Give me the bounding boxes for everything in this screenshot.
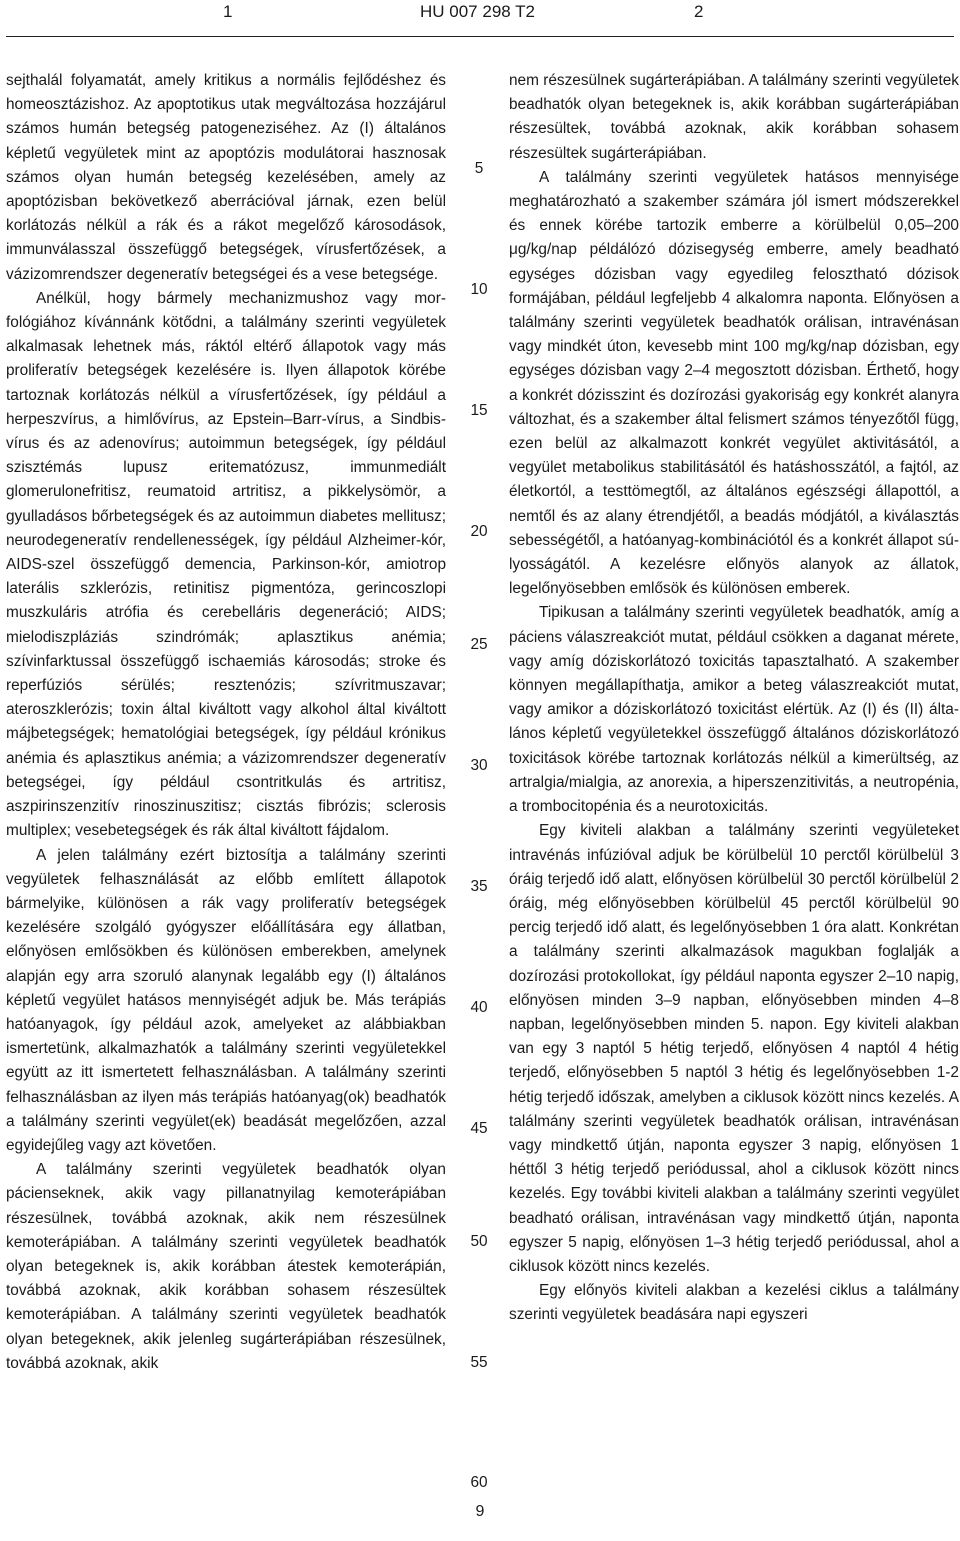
line-number: 50 (470, 1233, 488, 1250)
left-page-number: 1 (223, 2, 233, 21)
left-paragraph-1: sejthalál folyamatát, amely kritikus a normális fejlődéshez és homeosztázishoz. Az apoptotikus utak megváltozása hozzájárul számos humán betegség patogeneziséhez. Az (I) általános képletű vegyületek mint az apoptózis modulátorai hasznosak számos olyan humán betegség kezelésében, amely az apoptózisban bekövetkező aberrációval járnak, ezen belül korlátozás nélkül a rák és a rákot megelőző károsodások, immunválasszal összefüggő betegségek, vírusfertőzések, a vázizomrendszer degeneratív betegségei és a vese betegsége. (6, 72, 446, 283)
left-column (6, 69, 446, 1376)
line-number: 25 (470, 636, 488, 653)
left-paragraph-4: A találmány szerinti vegyületek beadhatók olyan pácienseknek, akik vagy pillanatnyilag kemoterápiában részesülnek, továbbá azoknak, akik nem részesülnek kemoterápiában. A találmány szerinti vegyületek beadhatók olyan betegeknek is, akik korábban átestek kemoterápián, továbbá azoknak, akik korábban sohasem részesültek kemoterápiában. A találmány szerinti vegyületek beadhatók olyan betegeknek, akik jelenleg sugárterápiában részesülnek, továbbá azoknak, akik (6, 1161, 446, 1372)
line-number: 5 (474, 160, 484, 177)
right-paragraph-2: A találmány szerinti vegyületek hatásos mennyisége meghatározható a szakember számára jól ismert módszerekkel és ennek körébe tartozik emberre a körülbelül 0,05–200 μg/kg/nap példálózó dózisegység emberre, amely beadható egységes dózisban vagy egyedileg felosztható dózisok formájában, például legfeljebb 4 alkalomra naponta. Előnyösen a találmány szerinti vegyületek beadhatók orálisan, intravénásan vagy mindkét úton, kevesebb mint 100 mg/kg/nap dózisban, egy egységes dózisban vagy 2–4 megosztott dózisban. Érthető, hogy a konkrét dózisszint és dozírozási gyakoriság egy konkrét alanyra változhat, és a szakember által felismert számos tényezőtől függ, ezen belül az alkalmazott konkrét vegyület aktivitásától, a vegyület metabolikus stabilitásától és hatáshosszától, a fajtól, az életkortól, a testtömegtől, az általános egészségi állapottól, a nemtől és az alany étrendjétől, a beadás módjától, a kiválasztás sebességétől, a hatóanyag-kombinációtól és a konkrét állapot súlyosságától. A kezelésre előnyös alanyok az állatok, legelőnyösebben emlősök és különösen emberek. (509, 168, 959, 598)
line-number: 30 (470, 757, 488, 774)
line-number: 10 (470, 281, 488, 298)
right-paragraph-4: Egy kiviteli alakban a találmány szerinti vegyületeket intravénás infúzióval adjuk be körülbelül 10 perctől körülbelül 3 óráig terjedő idő alatt, előnyösen körülbelül 30 perctől körülbelül 2 óráig, még előnyösebben körülbelül 45 perctől körülbelül 90 percig terjedő idő alatt, és legelőnyösebben 1 óra alatt. Konkrétan a találmány szerinti alkalmazások magukban foglalják a dozírozási protokollokat, így például naponta egyszer 2–10 napig, előnyösen minden 3–9 napban, előnyösebben minden 4–8 napban, legelőnyösebben minden 5. napon. Egy kiviteli alakban van egy 3 naptól 5 hétig terjedő, előnyösen 4 naptól 4 hétig terjedő, előnyösebben 5 naptól 3 hétig és legelőnyösebben 1-2 hétig terjedő időszak, amelyben a ciklusok között nincs kezelés. A találmány szerinti vegyületek beadhatók orálisan, intravénásan vagy mindkettő útján, naponta egyszer 3 napig, előnyösen 1 héttől 3 hétig terjedő periódussal, ahol a ciklusok között nincs kezelés. Egy további kiviteli alakban a találmány szerinti vegyület beadható orálisan, intravénásan vagy mindkettő útján, naponta egyszer 5 napig, előnyösen 1–3 hétig terjedő periódussal, ahol a ciklusok között nincs kezelés. (509, 822, 959, 1275)
right-page-number: 2 (694, 2, 704, 21)
line-number: 40 (470, 999, 488, 1016)
page-footer-number: 9 (475, 1503, 485, 1520)
right-paragraph-1: nem részesülnek sugárterápiában. A találmány szerinti vegyületek beadhatók olyan betegeknek is, akik korábban sugárterápiában részesültek, továbbá azoknak, akik korábban sohasem részesültek sugárterápiában. (509, 72, 959, 162)
line-number: 15 (470, 402, 488, 419)
left-paragraph-3: A jelen találmány ezért biztosítja a találmány szerinti vegyületek felhasználását az előbb említett állapotok bármelyike, különösen a rák vagy proliferatív betegségek kezelésére szolgáló gyógyszer előállítására egy állatban, előnyösen emlősökben és különösen emberekben, amelynek alapján egy arra szoruló alanynak legalább egy (I) általános képletű vegyület hatásos mennyiségét adjuk be. Más terápiás hatóanyagok, így például azok, amelyeket az alábbiakban ismertetünk, alkalmazhatók a találmány szerinti vegyületekkel együtt az itt ismertetett felhasználásban. A találmány szerinti felhasználásban az ilyen más terápiás hatóanyag(ok) beadhatók a találmány szerinti vegyület(ek) beadását megelőzően, azzal egyidejűleg vagy azt követően. (6, 846, 446, 1154)
document-id: HU 007 298 T2 (420, 2, 535, 21)
right-column (509, 69, 959, 1328)
right-paragraph-3: Tipikusan a találmány szerinti vegyületek beadhatók, amíg a páciens válaszreakciót mutat, például csökken a daganat mérete, vagy amíg dóziskorlátozó toxicitás tapasztalható. A szakember könnyen megállapíthatja, amikor a beteg válaszreakciót mutat, vagy amikor a dóziskorlátozó toxicitást elértük. Az (I) és (II) általános képletű vegyületekkel összefüggő általános dóziskorlátozó toxicitások körébe tartoznak korlátozás nélkül a kimerültség, az artralgia/mialgia, az anorexia, a hiperszenzitivitás, a neutropénia, a trombocitopénia és a neurotoxicitás. (509, 604, 959, 816)
page-header (0, 0, 960, 30)
right-paragraph-5: Egy előnyös kiviteli alakban a kezelési ciklus a találmány szerinti vegyületek beadására napi egyszeri (509, 1282, 959, 1324)
left-paragraph-2: Anélkül, hogy bármely mechanizmushoz vagy morfológiához kívánnánk kötődni, a találmány szerinti vegyületek alkalmasak lehetnek más, ráktól eltérő állapotok vagy más proliferatív betegségek kezelésére is. Ilyen állapotok körébe tartoznak korlátozás nélkül a vírusfertőzések, így például a herpeszvírus, a himlővírus, az Epstein–Barr-vírus, a Sindbis-vírus és az adenovírus; autoimmun betegségek, így például szisztémás lupusz eritematózusz, immunmediált glomerulonefritisz, reumatoid artritisz, a pikkelysömör, a gyulladásos bőrbetegségek és az autoimmun diabetes mellitusz; neurodegeneratív rendellenességek, így például Alzheimer-kór, AIDS-szel összefüggő demencia, Parkinson-kór, amiotrop laterális szklerózis, retinitisz pigmentóza, gerincoszlopi muszkuláris atrófia és cerebelláris degeneráció; AIDS; mielodiszpláziás szindrómák; aplasztikus anémia; szívinfarktussal összefüggő ischaemiás károsodás; stroke és reperfúziós sérülés; resztenózis; szívritmuszavar; ateroszklerózis; toxin által kiváltott vagy alkohol által kiváltott májbetegségek; hematológiai betegségek, így például krónikus anémia és aplasztikus anémia; a vázizomrendszer degeneratív betegségei, így például csontritkulás és artritisz, aszpirinszenzitív rinoszinuszitisz; cisztás fibrózis; sclerosis multiplex; vesebetegségek és rák által kiváltott fájdalom. (6, 289, 446, 840)
line-number: 45 (470, 1120, 488, 1137)
line-number: 35 (470, 878, 488, 895)
line-number: 60 (470, 1474, 488, 1491)
line-number: 20 (470, 523, 488, 540)
header-rule (6, 36, 954, 37)
line-number: 55 (470, 1354, 488, 1371)
